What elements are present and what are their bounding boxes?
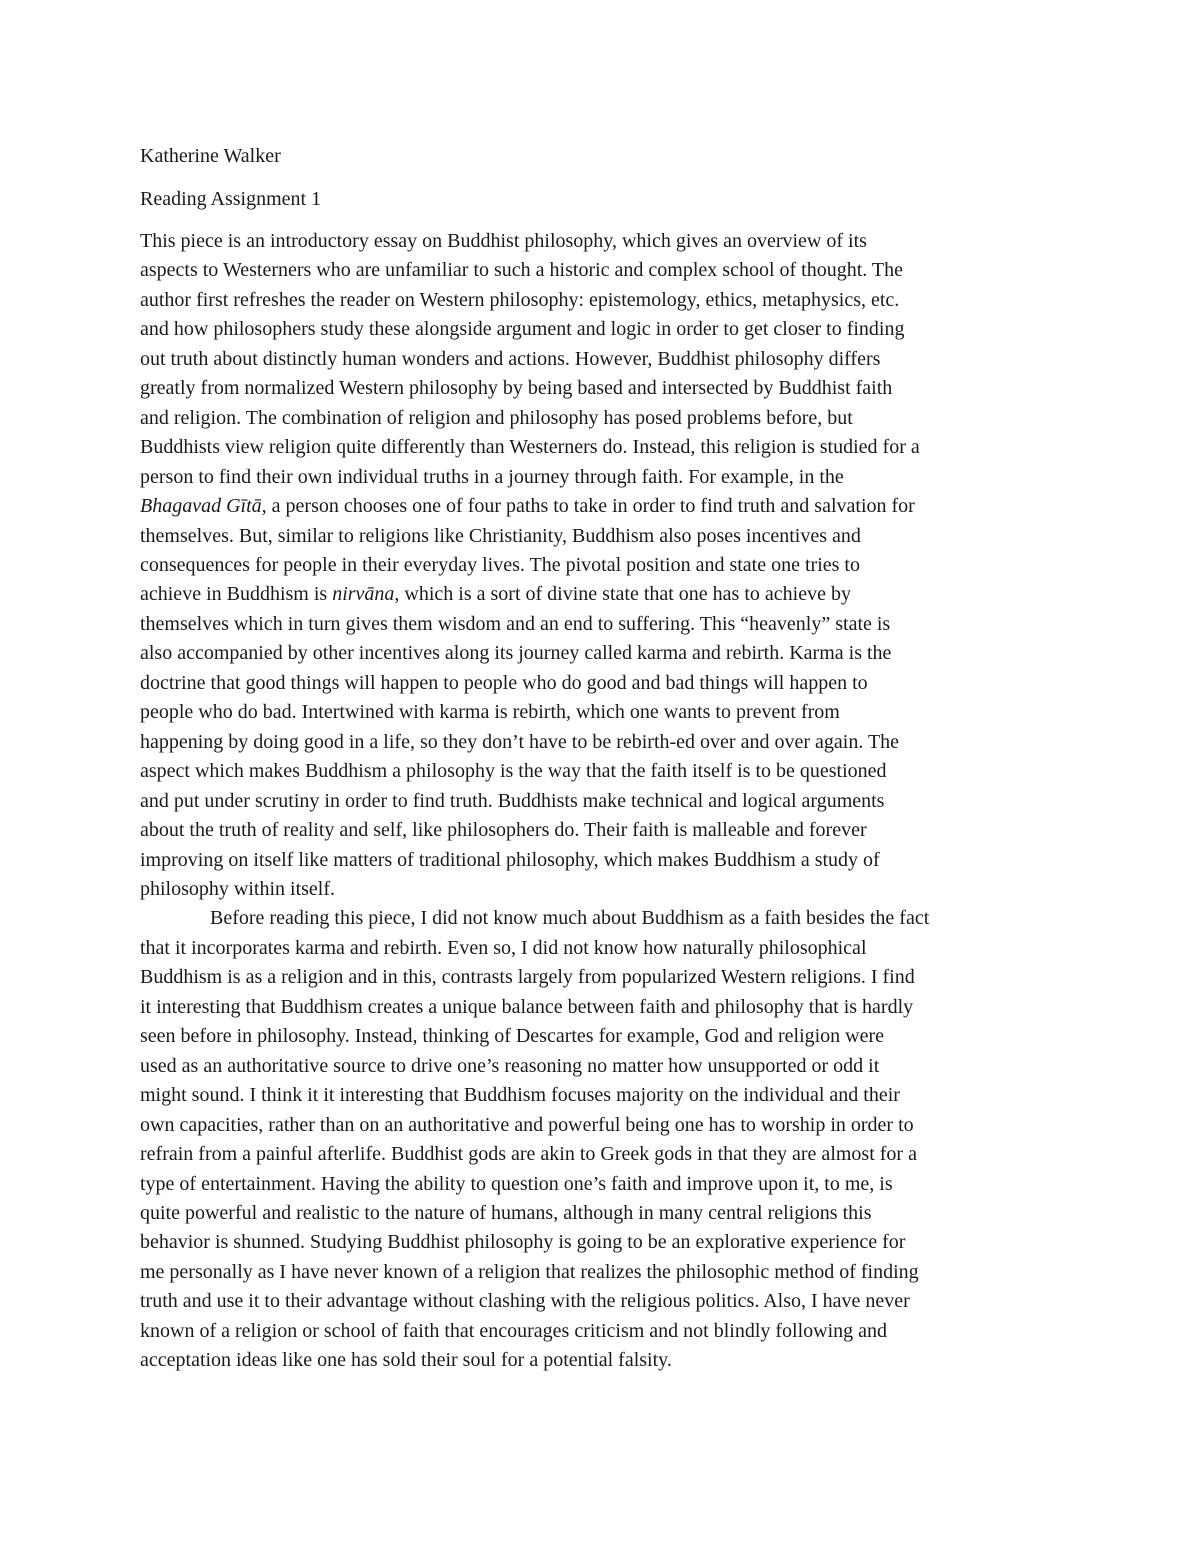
text-line [140, 1170, 1062, 1199]
text-run: it interesting that Buddhism creates a unique balance between faith and philosophy that is hardly [140, 995, 914, 1018]
text-run: person to find their own individual truths in a journey through faith. For example, in the [140, 465, 844, 488]
text-line [140, 433, 1062, 462]
text-line [140, 993, 1062, 1022]
text-run: author first refreshes the reader on Western philosophy: epistemology, ethics, metaphysics, etc. [140, 288, 900, 311]
text-line [140, 404, 1062, 433]
text-line [140, 1317, 1062, 1346]
text-run: aspect which makes Buddhism a philosophy is the way that the faith itself is to be questioned [140, 760, 887, 783]
text-run: greatly from normalized Western philosophy by being based and intersected by Buddhist faith [140, 377, 893, 400]
text-run: me personally as I have never known of a religion that realizes the philosophic method of finding [140, 1260, 919, 1283]
text-run: also accompanied by other incentives along its journey called karma and rebirth. Karma is the [140, 642, 892, 665]
text-run: own capacities, rather than on an authoritative and powerful being one has to worship in order to [140, 1113, 914, 1136]
text-line [140, 757, 1062, 786]
text-line [140, 610, 1062, 639]
text-run: people who do bad. Intertwined with karma is rebirth, which one wants to prevent from [140, 701, 840, 724]
text-line [140, 580, 1062, 609]
text-run: that it incorporates karma and rebirth. Even so, I did not know how naturally philosophical [140, 936, 867, 959]
text-run: consequences for people in their everyday lives. The pivotal position and state one tries to [140, 553, 860, 576]
text-line [140, 345, 1062, 374]
paragraph-1 [140, 227, 1062, 904]
text-line [140, 1228, 1062, 1257]
text-line [140, 286, 1062, 315]
text-run: themselves which in turn gives them wisdom and an end to suffering. This “heavenly” state is [140, 612, 891, 635]
text-run: out truth about distinctly human wonders and actions. However, Buddhist philosophy differs [140, 347, 881, 370]
author-name: Katherine Walker [140, 145, 281, 167]
italic-text: Bhagavad Gītā, [140, 495, 267, 518]
text-line [140, 492, 1062, 521]
text-line [140, 551, 1062, 580]
text-run: improving on itself like matters of traditional philosophy, which makes Buddhism a study of [140, 848, 880, 871]
text-line [140, 963, 1062, 992]
text-line [140, 875, 1062, 904]
text-run: and put under scrutiny in order to find truth. Buddhists make technical and logical arguments [140, 789, 885, 812]
text-line [140, 374, 1062, 403]
text-run: known of a religion or school of faith that encourages criticism and not blindly following and [140, 1319, 888, 1342]
text-line [140, 787, 1062, 816]
text-run: This piece is an introductory essay on Buddhist philosophy, which gives an overview of its [140, 230, 867, 252]
text-run: quite powerful and realistic to the nature of humans, although in many central religions this [140, 1201, 872, 1224]
text-line [140, 315, 1062, 344]
document-page [140, 142, 1062, 1376]
text-line [140, 1022, 1062, 1051]
text-run: might sound. I think it it interesting that Buddhism focuses majority on the individual and their [140, 1084, 900, 1107]
text-line [140, 1258, 1062, 1287]
text-line [140, 639, 1062, 668]
text-run: and how philosophers study these alongside argument and logic in order to get closer to finding [140, 318, 905, 341]
text-line [140, 1052, 1062, 1081]
text-run: Buddhists view religion quite differently than Westerners do. Instead, this religion is studied for a [140, 436, 920, 459]
text-run: Buddhism is as a religion and in this, contrasts largely from popularized Western religions. I find [140, 966, 915, 989]
text-run: philosophy within itself. [140, 877, 335, 900]
text-run: happening by doing good in a life, so they don’t have to be rebirth-ed over and over again. The [140, 730, 900, 753]
text-run: truth and use it to their advantage without clashing with the religious politics. Also, I have never [140, 1290, 910, 1313]
text-run: seen before in philosophy. Instead, thinking of Descartes for example, God and religion were [140, 1025, 885, 1048]
text-line [140, 227, 1062, 256]
text-line [140, 846, 1062, 875]
text-line [140, 1111, 1062, 1140]
text-line [140, 1081, 1062, 1110]
text-line [140, 698, 1062, 727]
text-line [140, 522, 1062, 551]
essay-body [140, 227, 1062, 1376]
text-run: and religion. The combination of religion and philosophy has posed problems before, but [140, 406, 853, 429]
text-line [140, 256, 1062, 285]
text-run: , which is a sort of divine state that one has to achieve by [394, 583, 851, 606]
text-run: type of entertainment. Having the ability to question one’s faith and improve upon it, to me, is [140, 1172, 893, 1195]
text-run: achieve in Buddhism is [140, 583, 333, 606]
text-line [140, 1140, 1062, 1169]
text-line [140, 904, 1062, 933]
text-run: aspects to Westerners who are unfamiliar to such a historic and complex school of thought. The [140, 259, 904, 282]
text-line [140, 1287, 1062, 1316]
paragraph-2 [140, 904, 1062, 1375]
text-run: doctrine that good things will happen to people who do good and bad things will happen to [140, 671, 868, 694]
text-run: a person chooses one of four paths to take in order to find truth and salvation for [266, 495, 915, 518]
text-line [140, 816, 1062, 845]
text-run: themselves. But, similar to religions like Christianity, Buddhism also poses incentives and [140, 524, 861, 547]
text-run: behavior is shunned. Studying Buddhist philosophy is going to be an explorative experience for [140, 1231, 906, 1254]
text-run: acceptation ideas like one has sold their soul for a potential falsity. [140, 1349, 672, 1372]
text-line [140, 934, 1062, 963]
assignment-title: Reading Assignment 1 [140, 187, 322, 210]
text-run: refrain from a painful afterlife. Buddhist gods are akin to Greek gods in that they are almost for a [140, 1143, 917, 1166]
text-line [140, 728, 1062, 757]
text-run: used as an authoritative source to drive one’s reasoning no matter how unsupported or odd it [140, 1054, 880, 1077]
text-line [140, 669, 1062, 698]
italic-text: nirvāna [332, 583, 395, 606]
text-run: Before reading this piece, I did not know much about Buddhism as a faith besides the fact [210, 907, 930, 930]
text-line [140, 1346, 1062, 1375]
text-run: about the truth of reality and self, like philosophers do. Their faith is malleable and forever [140, 819, 867, 842]
text-line [140, 1199, 1062, 1228]
text-line [140, 463, 1062, 492]
